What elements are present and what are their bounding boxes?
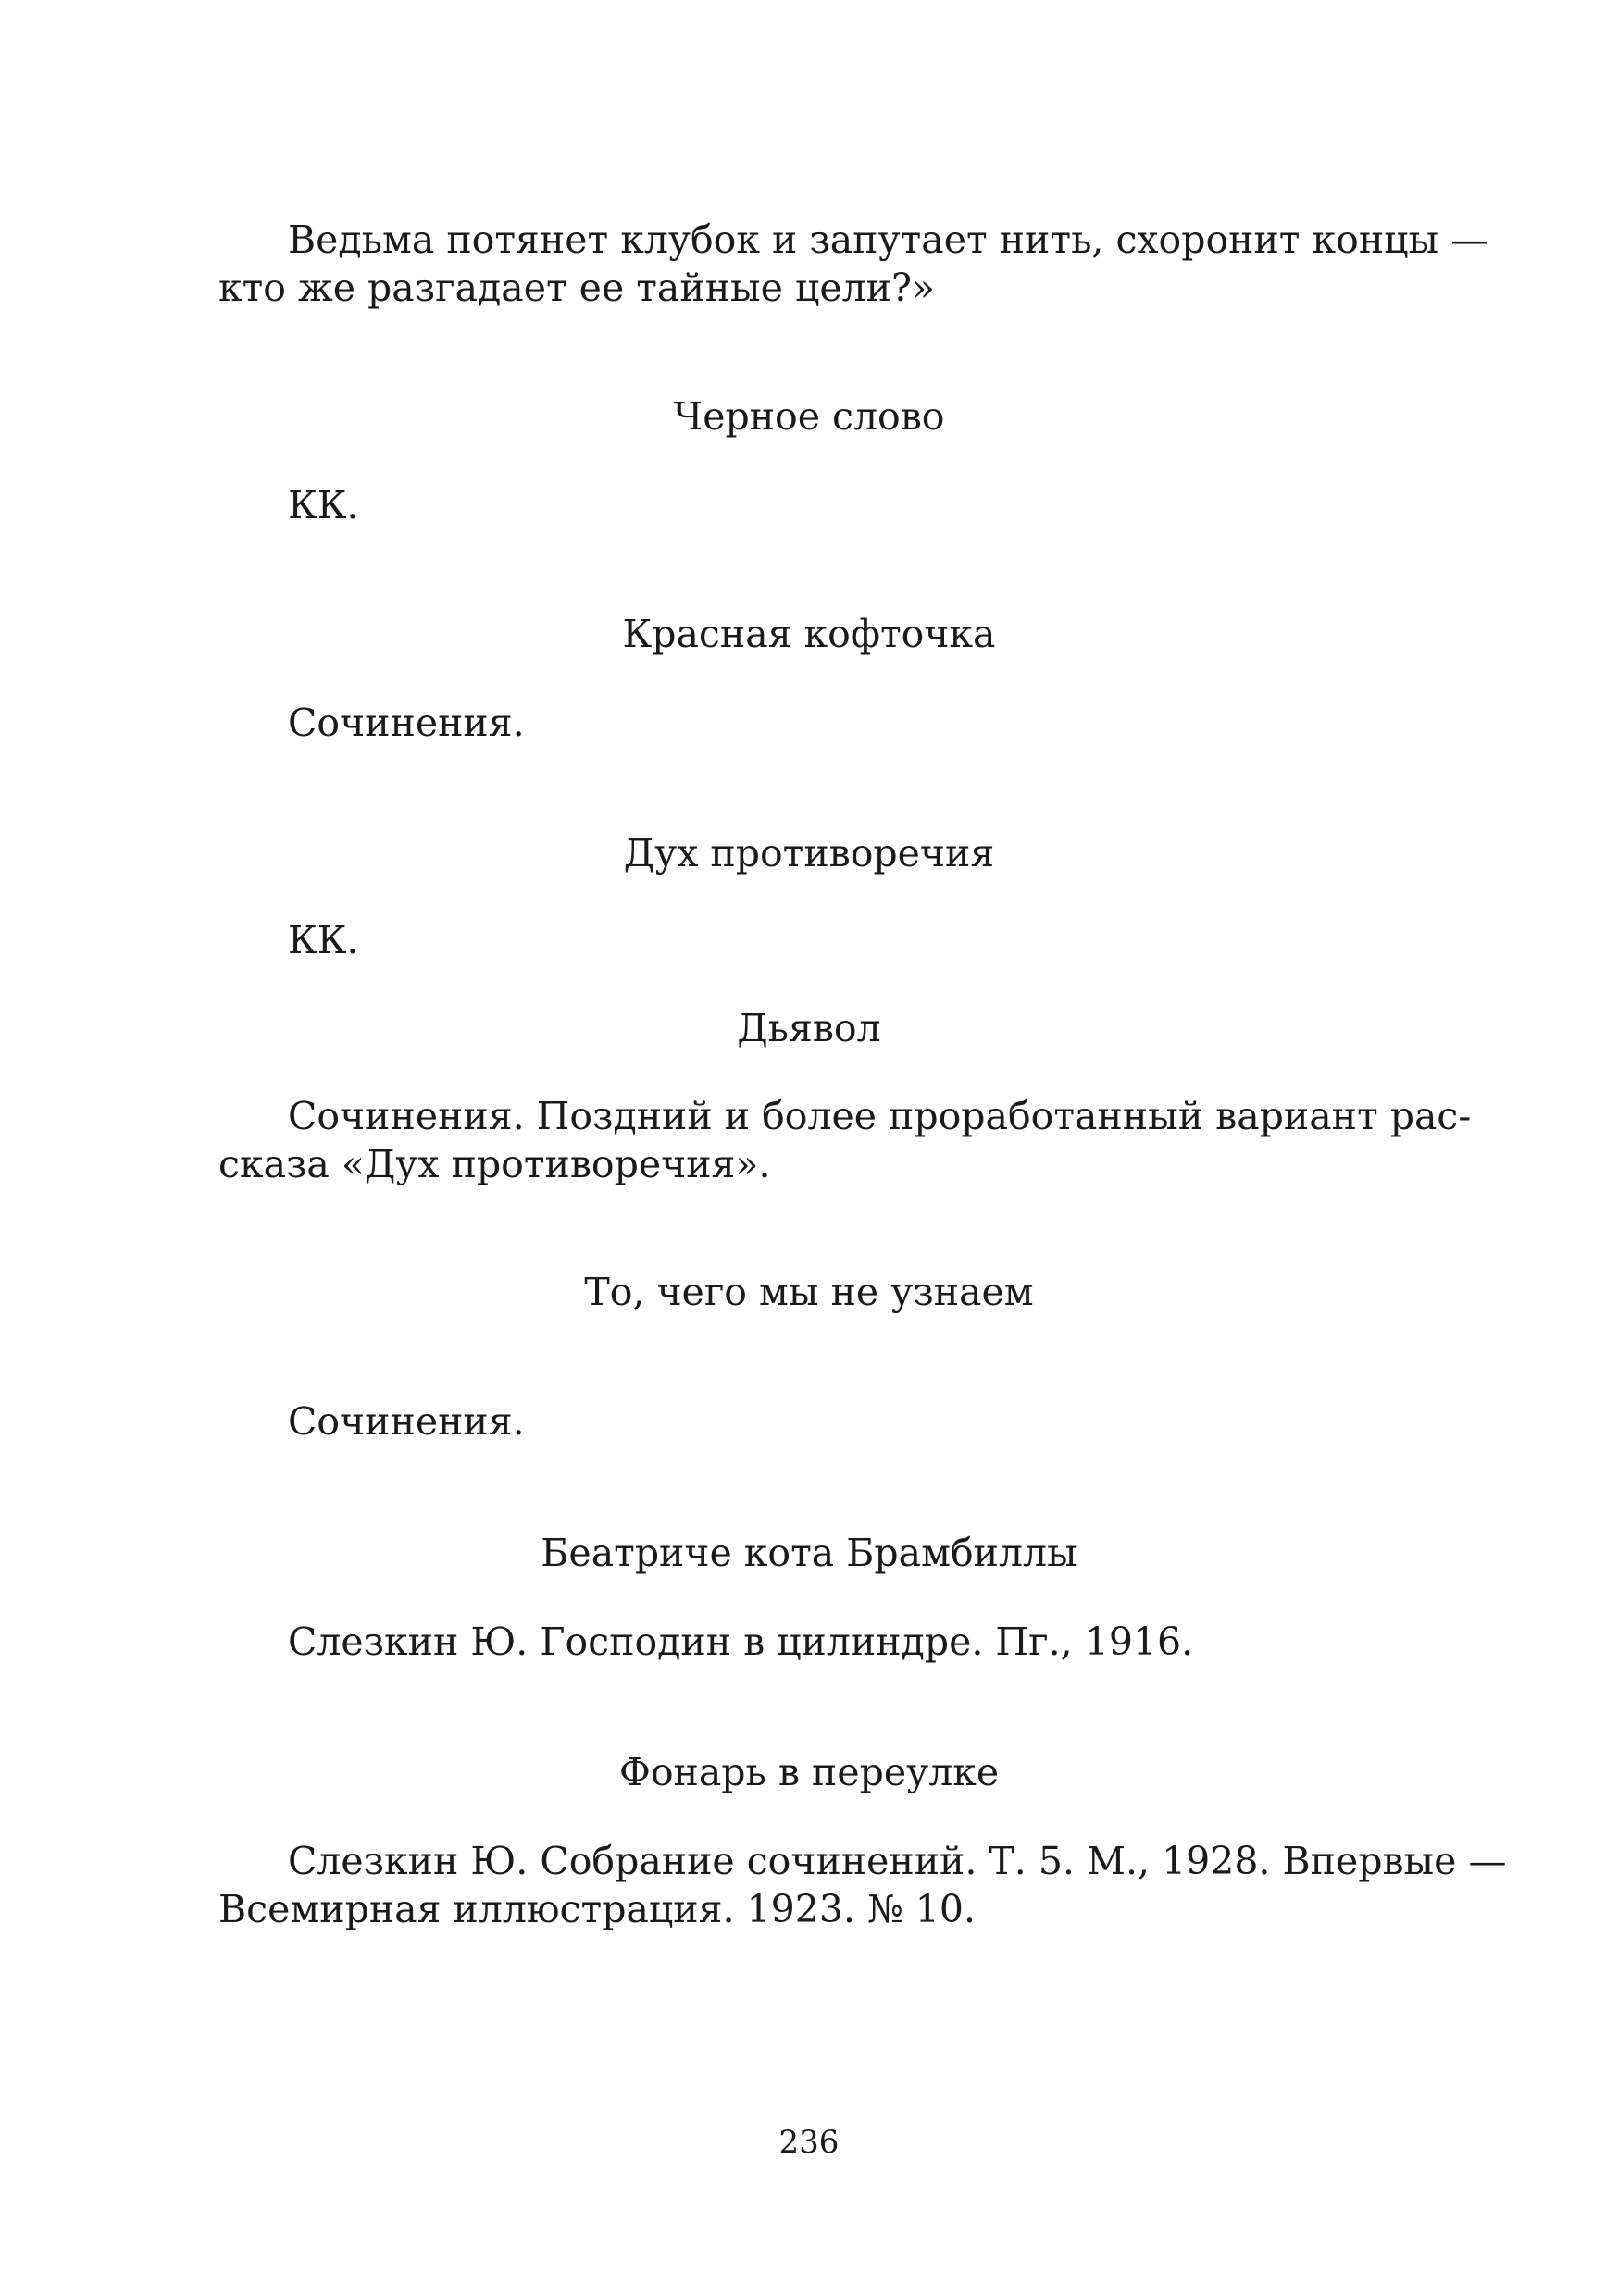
entry-text-to-chego-my-ne-uznaem: Сочинения. bbox=[288, 1399, 525, 1444]
quote-line-1: Ведьма потянет клубок и запутает нить, схоронит концы — bbox=[288, 217, 1489, 262]
entry-text-beatriche: Слезкин Ю. Господин в цилиндре. Пг., 1916. bbox=[288, 1620, 1194, 1664]
entry-title-chernoe-slovo: Черное слово bbox=[673, 394, 945, 439]
entry-title-dukh-protivorechiya: Дух противоречия bbox=[623, 831, 995, 875]
quote-line-2: кто же разгадает ее тайные цели?» bbox=[218, 266, 936, 310]
entry-title-to-chego-my-ne-uznaem: То, чего мы не узнаем bbox=[584, 1270, 1034, 1314]
entry-text-fonar-line-1: Слезкин Ю. Собрание сочинений. Т. 5. М., 1928. Впервые — bbox=[288, 1839, 1507, 1883]
entry-title-fonar-v-pereulke: Фонарь в переулке bbox=[618, 1750, 1000, 1794]
entry-title-beatriche: Беатриче кота Брамбиллы bbox=[541, 1531, 1077, 1575]
entry-text-dyavol-line-2: сказа «Дух противоречия». bbox=[218, 1142, 771, 1186]
entry-title-krasnaya-koftochka: Красная кофточка bbox=[622, 612, 996, 656]
entry-text-dukh-protivorechiya: КК. bbox=[288, 918, 359, 962]
entry-text-dyavol-line-1: Сочинения. Поздний и более проработанный вариант рас- bbox=[288, 1094, 1472, 1138]
entry-text-fonar-line-2: Всемирная иллюстрация. 1923. № 10. bbox=[218, 1887, 976, 1931]
entry-text-krasnaya-koftochka: Сочинения. bbox=[288, 701, 525, 745]
page-number: 236 bbox=[778, 2124, 840, 2161]
entry-title-dyavol: Дьявол bbox=[737, 1006, 881, 1050]
entry-text-chernoe-slovo: КК. bbox=[288, 483, 359, 527]
